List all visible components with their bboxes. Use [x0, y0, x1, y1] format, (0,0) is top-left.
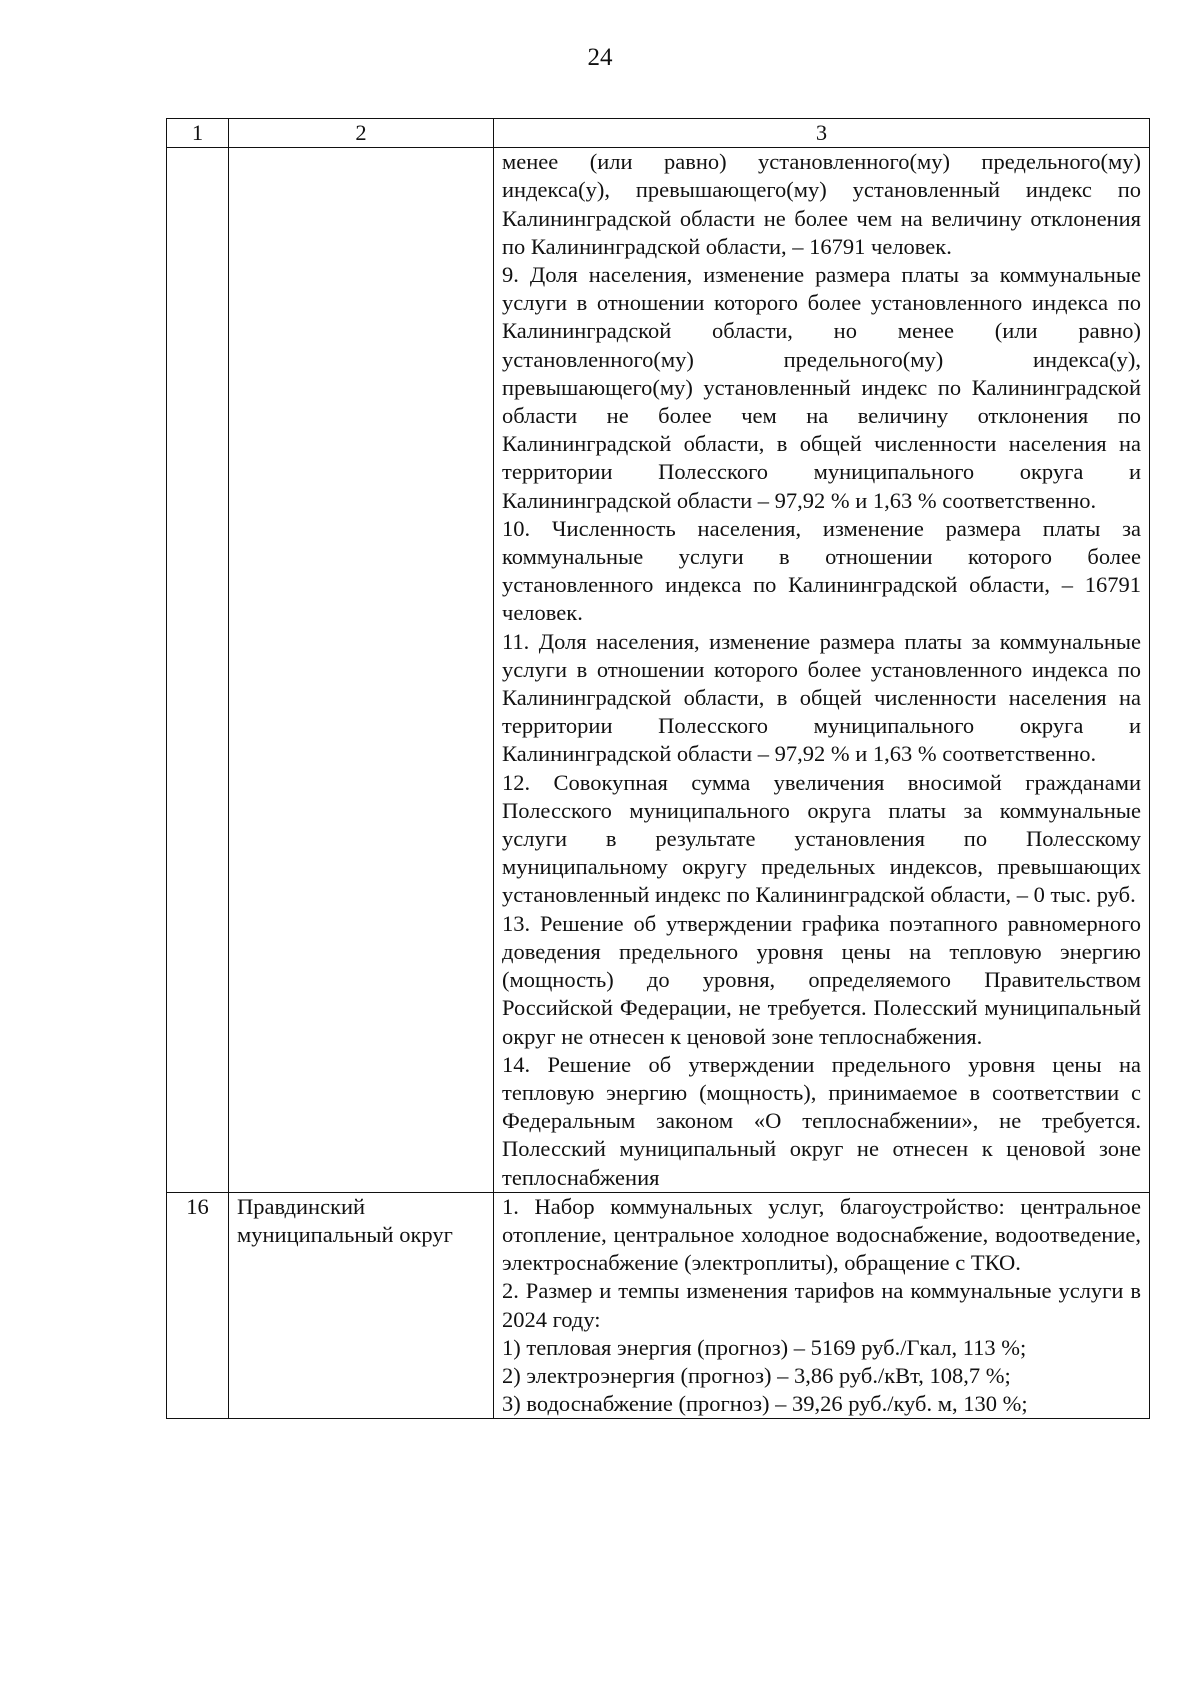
paragraph: 1) тепловая энергия (прогноз) – 5169 руб./Гкал, 113 %; — [502, 1334, 1027, 1360]
paragraph: 14. Решение об утверждении предельного уровня цены на тепловую энергию (мощность), принимаемое в соответствии с Федеральным законом «О теплоснабжении», не требуется. Полесский муниципальный округ не отнесен к ценовой зоне теплоснабжения — [502, 1051, 1141, 1190]
header-col-2: 2 — [229, 119, 494, 148]
table-header-row — [167, 119, 1150, 148]
table-row-16 — [167, 1192, 1150, 1419]
paragraph: менее (или равно) установленного(му) предельного(му) индекса(у), превышающего(му) установленный индекс по Калининградской области не более чем на величину отклонения по Калининградской области, – 16791 человек. — [502, 149, 1141, 259]
paragraph: 3) водоснабжение (прогноз) – 39,26 руб./куб. м, 130 %; — [502, 1391, 1028, 1417]
paragraph: 11. Доля населения, изменение размера платы за коммунальные услуги в отношении которого более установленного индекса по Калининградской области, в общей численности населения на территории Полесского муниципального округа и Калининградской области – 97,92 % и 1,63 % соответственно. — [502, 628, 1141, 767]
paragraph: 12. Совокупная сумма увеличения вносимой гражданами Полесского муниципального округа платы за коммунальные услуги в результате установления по Полесскому муниципальному округу предельных индексов, превышающих установленный индекс по Калининградской области, – 0 тыс. руб. — [502, 769, 1141, 908]
municipality-name: Правдинский муниципальный округ — [229, 1192, 494, 1419]
row-description — [494, 148, 1150, 1193]
row-description — [494, 1192, 1150, 1419]
header-col-1: 1 — [167, 119, 229, 148]
table-row-continuation — [167, 148, 1150, 1193]
paragraph: 10. Численность населения, изменение размера платы за коммунальные услуги в отношении которого более установленного индекса по Калининградской области, – 16791 человек. — [502, 515, 1141, 626]
paragraph: 9. Доля населения, изменение размера платы за коммунальные услуги в отношении которого более установленного индекса по Калининградской области, но менее (или равно) установленного(му) предельного(му) индекса(у), превышающего(му) установленный индекс по Калининградской области не более чем на величину отклонения по Калининградской области, в общей численности населения на территории Полесского муниципального округа и Калининградской области – 97,92 % и 1,63 % соответственно. — [502, 262, 1141, 513]
row-number: 16 — [167, 1192, 229, 1419]
content-table — [166, 118, 1150, 1419]
paragraph: 1. Набор коммунальных услуг, благоустройство: центральное отопление, центральное холодное водоснабжение, водоотведение, электроснабжение (электроплиты), обращение с ТКО. — [502, 1193, 1141, 1276]
header-col-3: 3 — [494, 119, 1150, 148]
paragraph: 13. Решение об утверждении графика поэтапного равномерного доведения предельного уровня цены на тепловую энергию (мощность) до уровня, определяемого Правительством Российской Федерации, не требуется. Полесский муниципальный округ не отнесен к ценовой зоне теплоснабжения. — [502, 910, 1141, 1049]
municipality-name — [229, 148, 494, 1193]
row-number — [167, 148, 229, 1193]
paragraph: 2. Размер и темпы изменения тарифов на коммунальные услуги в 2024 году: — [502, 1278, 1141, 1332]
paragraph: 2) электроэнергия (прогноз) – 3,86 руб./кВт, 108,7 %; — [502, 1362, 1011, 1388]
page-number: 24 — [587, 44, 613, 71]
